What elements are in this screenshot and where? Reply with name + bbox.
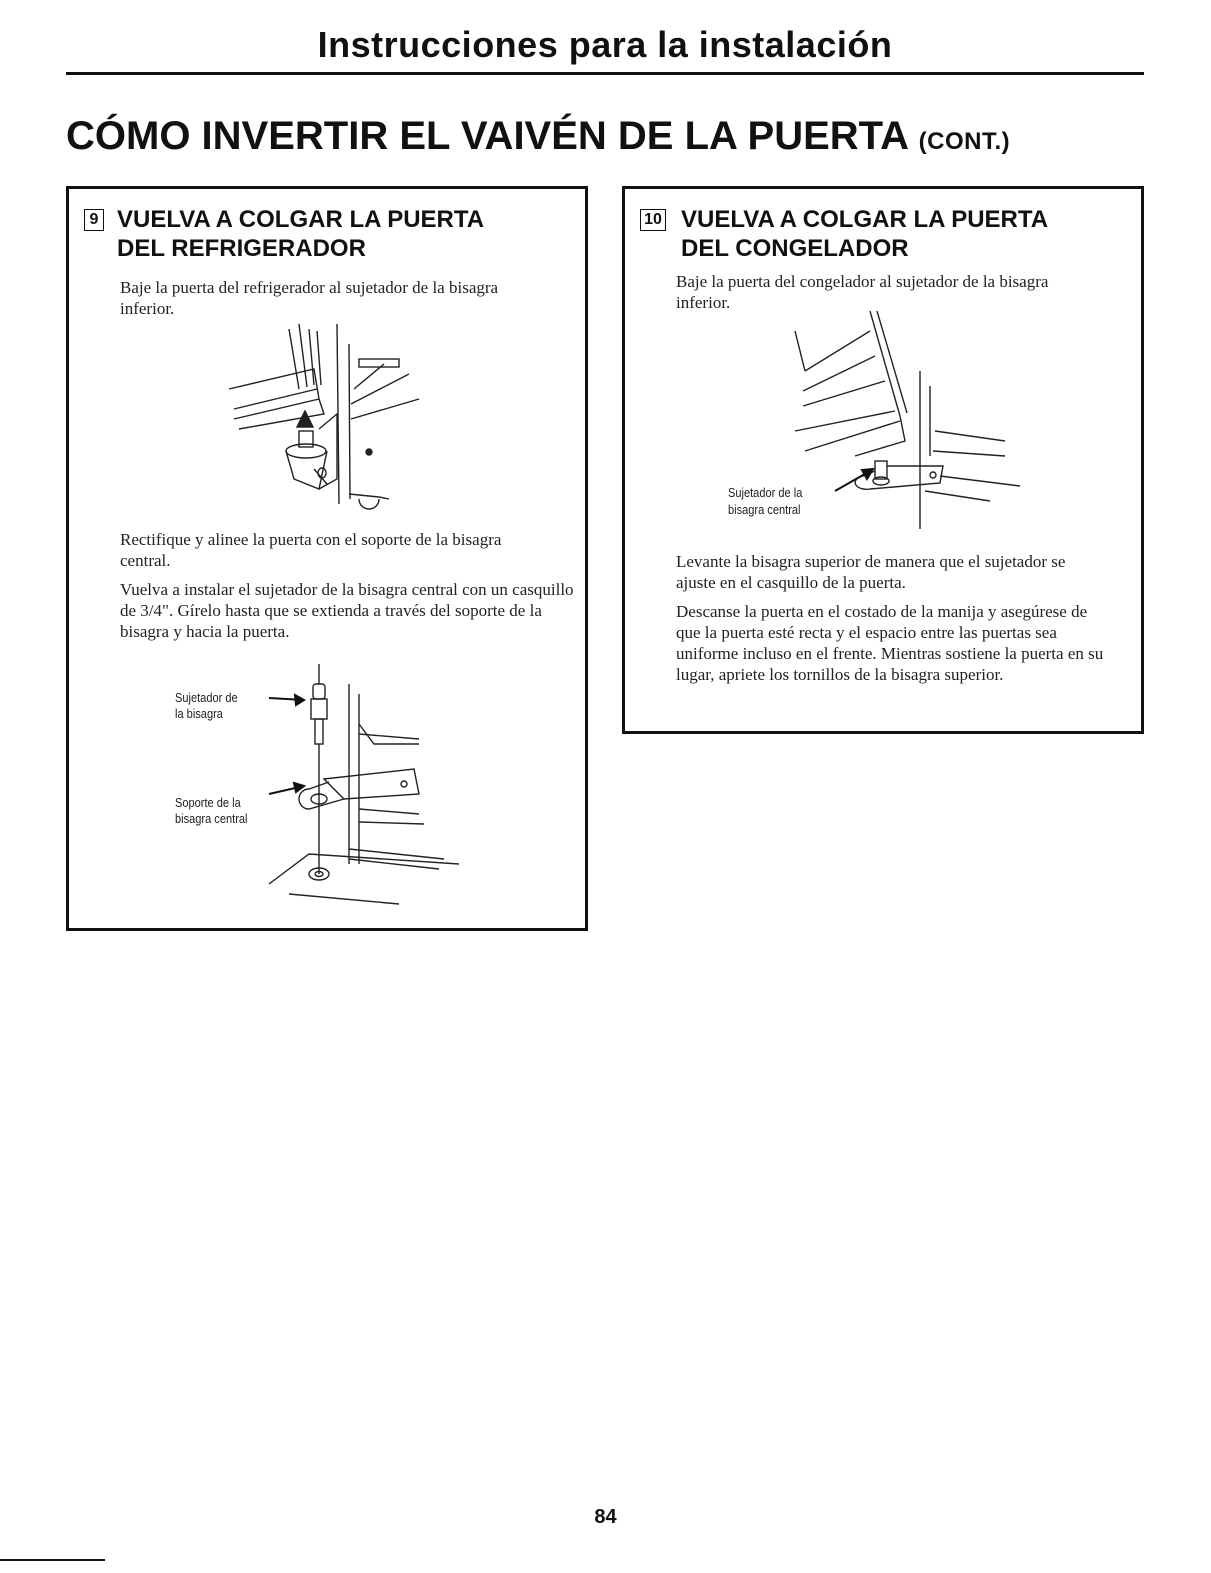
step-10-number: 10 (640, 209, 666, 231)
step-10-title-line1: VUELVA A COLGAR LA PUERTA (681, 206, 1049, 233)
section-title (66, 110, 1166, 168)
step-9-title-line2: DEL REFRIGERADOR (117, 235, 366, 262)
step-9-intro: Baje la puerta del refrigerador al sujetador de la bisagra inferior. (120, 278, 499, 318)
step-9-para2: Vuelva a instalar el sujetador de la bisagra central con un casquillo de 3/4". Gírelo hasta que se extienda a través del soporte de la bisagra y hacia la puerta. (120, 580, 574, 641)
page-header-title: Instrucciones para la instalación (317, 24, 893, 65)
step-9-para1: Rectifique y alinee la puerta con el soporte de la bisagra central. (120, 530, 502, 570)
step-10-intro: Baje la puerta del congelador al sujetador de la bisagra inferior. (676, 272, 1049, 312)
section-title-text: CÓMO INVERTIR EL VAIVÉN DE LA PUERTA (66, 114, 908, 158)
step-9-panel (66, 186, 588, 931)
label-hinge-bracket-line2: bisagra central (175, 811, 248, 826)
step-10-title-line2: DEL CONGELADOR (681, 235, 909, 262)
label-hinge-pin-line1: Sujetador de (175, 690, 238, 705)
label-center-hinge-pin-line1: Sujetador de la (728, 485, 803, 500)
label-center-hinge-pin-line2: bisagra central (728, 502, 801, 517)
step-10-panel (622, 186, 1144, 734)
label-hinge-bracket-line1: Soporte de la (175, 795, 241, 810)
step-9-number: 9 (84, 209, 104, 231)
footer-rule (0, 1559, 105, 1561)
door-lowering-illustration (219, 319, 449, 519)
section-title-suffix: (CONT.) (918, 128, 1011, 155)
header-rule (66, 72, 1144, 75)
step-10-para2: Descanse la puerta en el costado de la manija y asegúrese de que la puerta esté recta y el espacio entre las puertas sea uniforme incluso en el frente. Mientras sostiene la puerta en su lugar, apriete los tornillos de la bisagra superior. (676, 602, 1104, 684)
step-9-title-line1: VUELVA A COLGAR LA PUERTA (117, 206, 485, 233)
label-hinge-pin-line2: la bisagra (175, 706, 223, 721)
freezer-door-hinge-illustration (775, 311, 1025, 536)
page-number: 84 (594, 1506, 617, 1528)
hinge-pin-bracket-illustration (249, 664, 489, 919)
step-10-para1: Levante la bisagra superior de manera que el sujetador se ajuste en el casquillo de la puerta. (676, 552, 1066, 592)
